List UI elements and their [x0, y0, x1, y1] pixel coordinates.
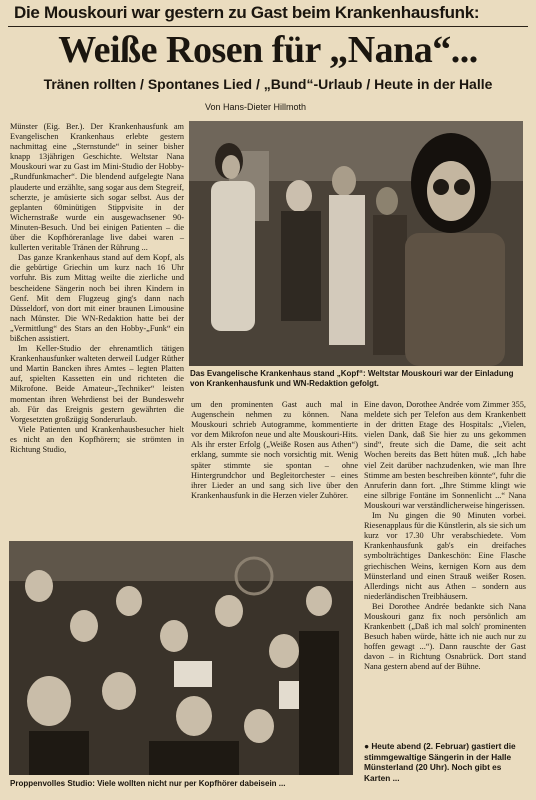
event-note: ● Heute abend (2. Februar) gastiert die stimmgewaltige Sängerin in der Halle Münsterland (20 Uhr). Noch gibt es Karten ...: [364, 741, 516, 783]
paragraph: Eine davon, Dorothee Andrée vom Zimmer 355, meldete sich per Telefon aus dem Krankenbett in der dritten Etage des Hospitals: „Vielen, vielen Dank, daß Sie hier zu uns gekommen sind“, freute sich die Dame, die seit acht Wochen bereits das Bett hüten muß. „Ich habe viel Zeit darüber nachzudenken, wie man Ihre Stimme am besten beschreiben könnte“, fuhr die Anruferin dann fort. „Ihre Stimme klingt wie eine silbrige Fontäne im Sonnenlicht ...“ Nana Mouskouri war verständlicherweise hingerissen.: [364, 400, 526, 510]
article-column-3: [364, 400, 526, 738]
paragraph: Bei Dorothee Andrée bedankte sich Nana Mouskouri ganz fix noch persönlich am Krankenbett („Daß ich mal solch' prominenten Besuch haben würde, hätte ich nie auch nur zu hoffen gewagt ...“). Dann rauschte der Gast davon – in Richtung Osnabrück. Dort stand Nana gestern abend auf der Bühne.: [364, 601, 526, 672]
subheadline: Tränen rollten / Spontanes Lied / „Bund“-Urlaub / Heute in der Halle: [43, 76, 493, 92]
paragraph: Viele Patienten und Krankenhausbesucher hielt es nicht an den Kopfhörern; sie strömten in Richtung Studio,: [10, 424, 184, 454]
photo-image: [9, 541, 353, 775]
photo-caption-top: Das Evangelische Krankenhaus stand „Kopf“: Weltstar Mouskouri war der Einladung von Krankenhausfunk und WN-Redaktion gefolgt.: [190, 369, 514, 388]
paragraph: Münster (Eig. Ber.). Der Krankenhausfunk am Evangelischen Krankenhaus erlebte gestern nachmittag eine „Sternstunde“ in seiner bisher knapp 13jährigen Geschichte. Weltstar Nana Mouskouri war zu Gast im Mini-Studio der Hobby-„Rundfunkmacher“. Die blendend aufgelegte Nana plauderte und erzählte, sang sogar aus dem Stegreif, scherzte, je amüsierte sich sogar selbst. Aus der geplanten 60minütigen Stippvisite in der Wichernstraße wurde ein ausgewachsener 90-Minuten-Besuch. Und bei einigen Patienten – die über die Kopfhöreranlage live dabei waren – kullerten veritable Tränen der Rührung ...: [10, 122, 184, 253]
photo-caption-bottom: Proppenvolles Studio: Viele wollten nicht nur per Kopfhörer dabeisein ...: [10, 779, 286, 788]
article-column-2: [191, 400, 358, 535]
photo-mouskouri-visit: [189, 121, 523, 366]
photo-image: [189, 121, 523, 366]
byline: Von Hans-Dieter Hillmoth: [205, 102, 307, 112]
divider-top: [8, 26, 528, 27]
headline: Weiße Rosen für „Nana“...: [58, 29, 478, 71]
article-column-1: [10, 122, 184, 454]
paragraph: um den prominenten Gast auch mal in Augenschein nehmen zu können. Nana Mouskouri schrieb Autogramme, kommentierte vor dem Mikrofon neue und alte Mouskouri-Hits. Als ihr erster Erfolg („Weiße Rosen aus Athen“) erklang, summte sie noch vorsichtig mit. Wenig später stimmte sie spontan – ohne Hintergrundchor und Begleitorchester – eines ihrer Lieder an und sang sich live über den Krankenhausfunk in die Herzen vieler Zuhörer.: [191, 400, 358, 500]
kicker-line: Die Mouskouri war gestern zu Gast beim Krankenhausfunk:: [14, 3, 480, 22]
paragraph: Im Nu gingen die 90 Minuten vorbei. Riesenapplaus für die Künstlerin, als sie sich um kurz vor 17.30 Uhr verabschiedete. Vom Krankenhausfunk gab's ein dreifaches symbolträchtiges Dankeschön: Eine Flasche griechischen Weins, kernigen Korn aus dem Münsterland und einen Strauß weißer Rosen. Allerdings nicht aus Athen – sondern aus niederländischen Treibhäusern.: [364, 511, 526, 601]
photo-studio-crowd: [9, 541, 353, 775]
paragraph: Im Keller-Studio der ehrenamtlich tätigen Krankenhausfunker walteten derweil Ludger Rüther und Martin Bancken ihres Amtes – legten Platten auf, spielten Kassetten ein und richteten die Mikrofone. Beide Amateur-„Techniker“ leisten momentan ihren Wehrdienst bei der Bundeswehr ab. Für das Ereignis gestern gewährten die Vorgesetzten großzügig Sonderurlaub.: [10, 344, 184, 424]
paragraph: Das ganze Krankenhaus stand auf dem Kopf, als die gebürtige Griechin um kurz nach 16 Uhr vorfuhr. Bis zum Mittag weilte die zierliche und bescheidene Sängerin noch bei ihren Kindern in Genf. Mit dem Flugzeug ging's dann nach Düsseldorf, von dort mit einer braunen Limousine nach Münster. Die WN-Redaktion hatte bei der „Vermittlung“ des Stars an den Hobby-„Funk“ ein bißchen assistiert.: [10, 253, 184, 343]
